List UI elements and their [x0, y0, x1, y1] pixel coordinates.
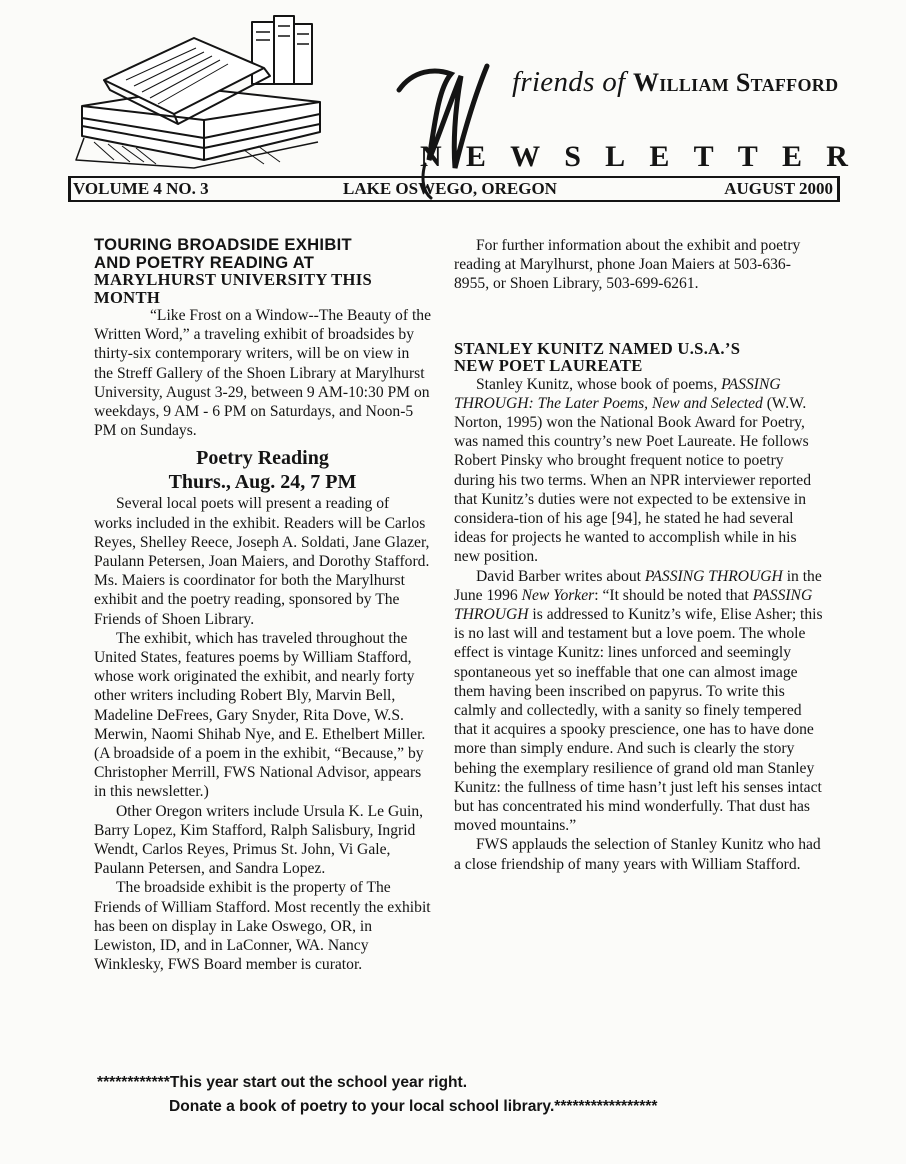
issue-info-bar — [68, 176, 840, 202]
kunitz-paragraph-2: David Barber writes about PASSING THROUGH in the June 1996 New Yorker: “It should be noted that PASSING THROUGH is addressed to Kunitz’s wife, Elise Asher; this is no last will and testament but a love poem. The whole effect is vintage Kunitz: lines unforced and seemingly spontaneous yet so ineffable that one can almost image them having been inscribed on papyrus. To write this calmly and collectedly, with a sanity so finely tempered that it acquires a spooky prescience, one has to have done more than simply endure. And such is clearly the story behing the exemplary resilience of grand old man Stanley Kunitz: the fullness of time hasn’t just left his senses intact but has concentrated his mind wonderfully. That dust has moved mountains.” — [454, 567, 823, 835]
reading-subhead-date: Thurs., Aug. 24, 7 PM — [168, 471, 357, 494]
kunitz-paragraph-3: FWS applauds the selection of Stanley Kunitz who had a close friendship of many years with William Stafford. — [454, 836, 821, 873]
exhibit-paragraph-5: The broadside exhibit is the property of The Friends of William Stafford. Most recently the exhibit has been on display in Lake Oswego, OR, in Lewiston, ID, and in LaConner, WA. Nancy Winklesky, FWS Board member is curator. — [94, 879, 431, 974]
masthead-friends-title — [512, 66, 838, 99]
friends-of-text: friends of — [512, 66, 626, 98]
books-illustration — [74, 10, 324, 170]
exhibit-headline-line4: MONTH — [94, 287, 161, 307]
footer-line-1: ************This year start out the school year right. — [97, 1074, 468, 1091]
location-label: LAKE OSWEGO, OREGON — [343, 179, 557, 198]
exhibit-headline-line3: MARYLHURST UNIVERSITY THIS — [94, 270, 373, 289]
poet-name: William Stafford — [632, 68, 839, 97]
kunitz-paragraph-1: Stanley Kunitz, whose book of poems, PASSING THROUGH: The Later Poems, New and Selected (W.W. Norton, 1995) won the National Book Award for Poetry, was named this country’s new Poet Laureate. He follows Robert Pinsky who brought frequent notice to poetry during his two terms. When an NPR interviewer reported that Kunitz’s duties were not expected to be extensive in considera-tion of his age [94], he stated he had several ideas for projects he wanted to accomplish while in his new position. — [454, 375, 811, 566]
exhibit-headline-line1: TOURING BROADSIDE EXHIBIT — [94, 235, 352, 254]
kunitz-headline-line1: STANLEY KUNITZ NAMED U.S.A.’S — [454, 338, 741, 358]
exhibit-paragraph-4: Other Oregon writers include Ursula K. Le Guin, Barry Lopez, Kim Stafford, Ralph Salisbury, Ingrid Wendt, Carlos Reyes, Primus St. John, Vi Gale, Paulann Petersen, and Sandra Lopez. — [94, 802, 424, 878]
exhibit-contact-paragraph: For further information about the exhibit and poetry reading at Marylhurst, phone Joan Maiers at 503-636-8955, or Shoen Library, 503-699-6261. — [454, 237, 801, 293]
exhibit-paragraph-2: Several local poets will present a reading of works included in the exhibit. Readers will be Carlos Reyes, Shelley Reece, Joseph A. Soldati, Jane Glazer, Paulann Petersen, Joan Maiers, and Dorothy Stafford. Ms. Maiers is coordinator for both the Marylhurst exhibit and the poetry reading, sponsored by The Friends of Shoen Library. — [94, 495, 430, 628]
left-column — [94, 236, 431, 975]
newsletter-title: NEWSLETTER — [420, 140, 873, 173]
exhibit-paragraph-3: The exhibit, which has traveled throughout the United States, features poems by William Stafford, whose work originated the exhibit, and nearly forty other writers including Robert Bly, Marvin Bell, Madeline DeFrees, Gary Snyder, Rita Dove, W.S. Merwin, Naomi Shihab Nye, and E. Ethelbert Miller. (A broadside of a poem in the exhibit, “Because,” by Christopher Merrill, FWS National Advisor, appears in this newsletter.) — [94, 629, 426, 801]
kunitz-headline-line2: NEW POET LAUREATE — [454, 356, 643, 376]
volume-label: VOLUME 4 NO. 3 — [73, 179, 209, 198]
right-column — [454, 236, 824, 874]
footer-line-2: Donate a book of poetry to your local school library.***************** — [169, 1098, 658, 1115]
exhibit-paragraph-1: “Like Frost on a Window--The Beauty of the Written Word,” a traveling exhibit of broadsides by thirty-six contemporary writers, will be on view in the Streff Gallery of the Shoen Library at Marylhurst University, August 3-29, between 9 AM-10:30 PM on weekdays, 9 AM - 6 PM on Saturdays, and Noon-5 PM on Sundays. — [94, 307, 431, 440]
reading-subhead-title: Poetry Reading — [196, 447, 329, 470]
date-label: AUGUST 2000 — [724, 179, 833, 198]
footer-appeal — [97, 1071, 657, 1119]
exhibit-headline-line2: AND POETRY READING AT — [94, 252, 315, 272]
